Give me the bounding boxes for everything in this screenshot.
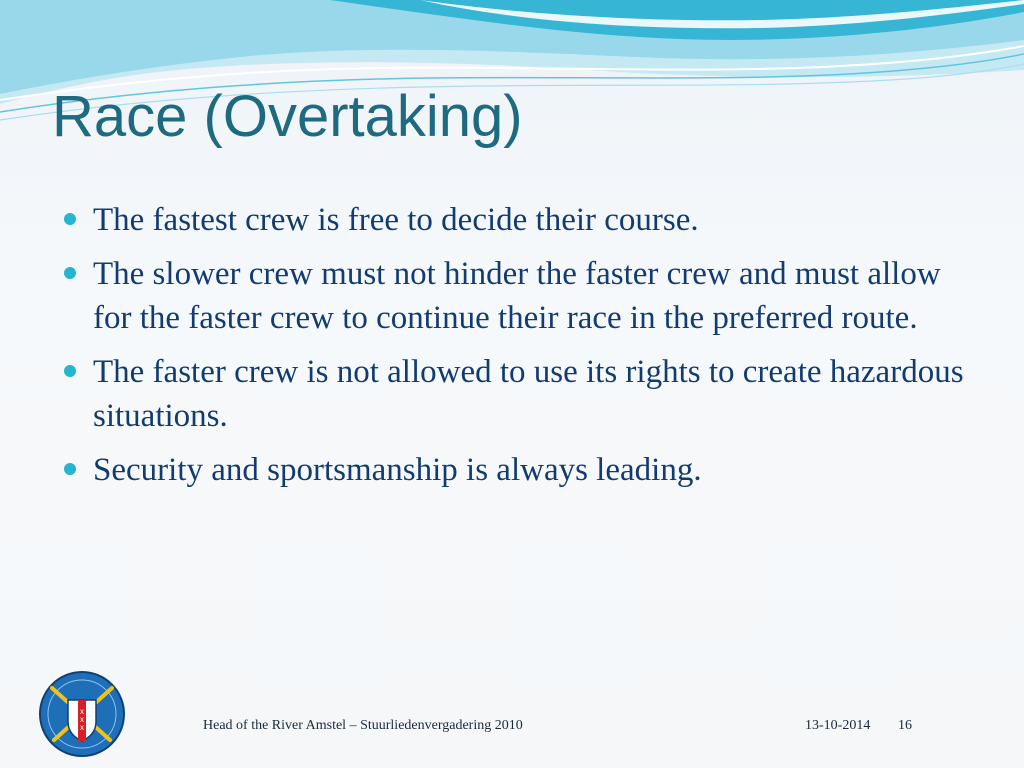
footer-date: 13-10-2014: [805, 718, 871, 733]
bullet-item: [62, 448, 982, 492]
rowing-club-crest-icon: [38, 670, 126, 758]
slide-title: Race (Overtaking): [52, 84, 523, 149]
svg-text:x: x: [80, 715, 84, 724]
bullet-text: The faster crew is not allowed to use its rights to create hazardous situations.: [93, 354, 964, 434]
slide-number: 16: [898, 718, 912, 733]
bullet-text: Security and sportsmanship is always leading.: [93, 452, 702, 488]
bullet-dot-icon: [64, 365, 76, 377]
bullet-dot-icon: [64, 213, 76, 225]
bullet-item: [62, 350, 982, 438]
bullet-item: [62, 252, 982, 340]
bullet-dot-icon: [64, 463, 76, 475]
bullet-text: The fastest crew is free to decide their course.: [93, 202, 699, 238]
bullet-text: The slower crew must not hinder the faster crew and must allow for the faster crew to continue their race in the preferred route.: [93, 256, 941, 336]
footer-text: Head of the River Amstel – Stuurliedenvergadering 2010: [203, 718, 523, 733]
bullet-list: [62, 198, 982, 502]
svg-text:x: x: [80, 723, 84, 732]
svg-text:x: x: [80, 707, 84, 716]
bullet-dot-icon: [64, 267, 76, 279]
bullet-item: [62, 198, 982, 242]
